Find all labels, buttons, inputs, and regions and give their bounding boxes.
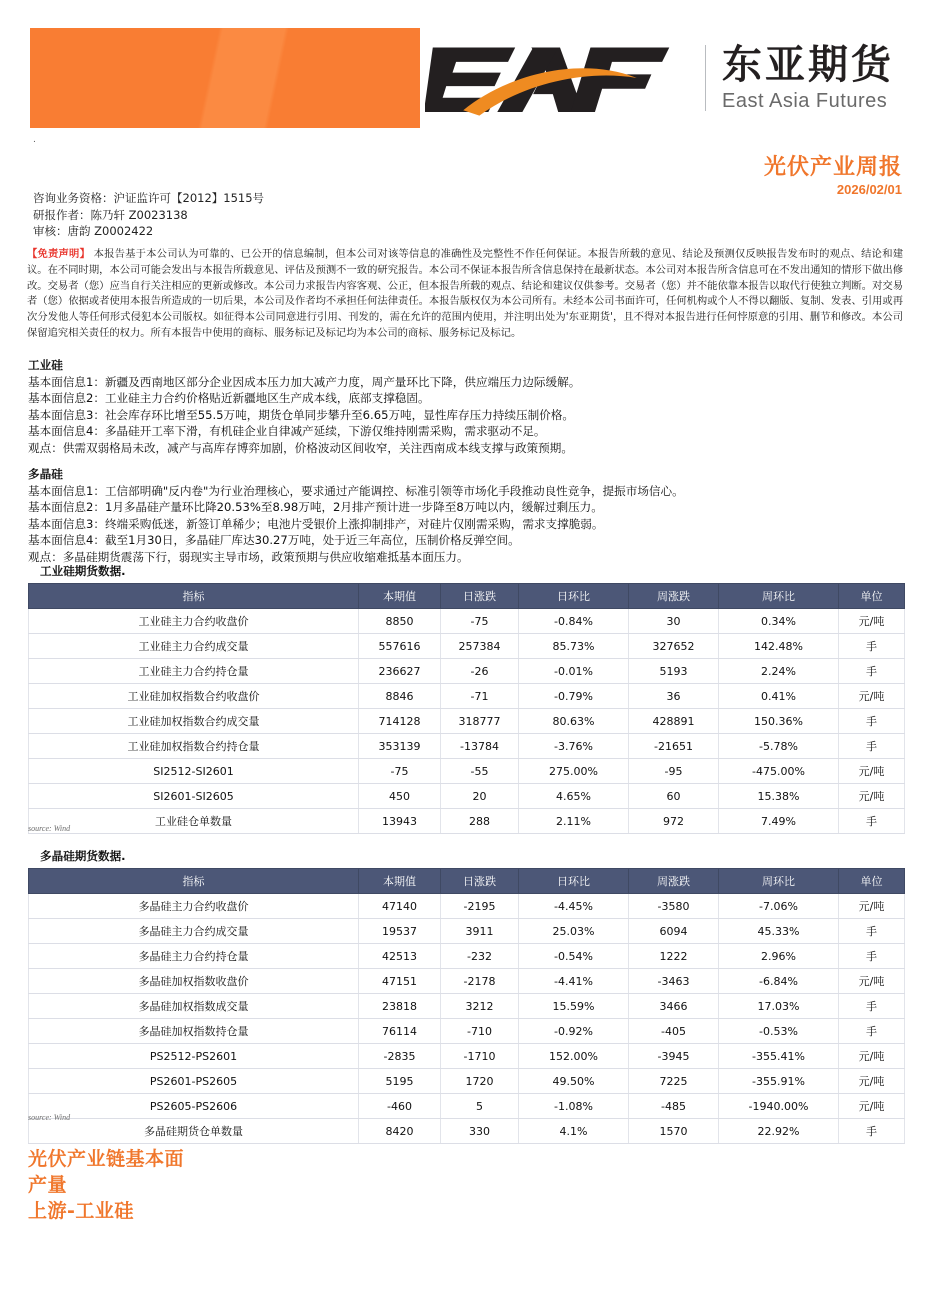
- cell-value: 手: [839, 944, 905, 969]
- table-row: [29, 994, 905, 1019]
- cell-value: 17.03%: [719, 994, 839, 1019]
- cell-value: 手: [839, 709, 905, 734]
- column-header-daily-change: 日涨跌: [441, 584, 519, 609]
- cell-indicator: 工业硅加权指数合约成交量: [29, 709, 359, 734]
- cell-value: -26: [441, 659, 519, 684]
- cell-value: 1570: [629, 1119, 719, 1144]
- meta-author: 研报作者：陈乃轩 Z0023138: [33, 207, 188, 222]
- cell-value: -5.78%: [719, 734, 839, 759]
- heading-pv-chain-fundamentals: 光伏产业链基本面: [28, 1148, 185, 1170]
- disclaimer-tag: 【免责声明】: [27, 248, 91, 260]
- cell-value: 353139: [359, 734, 441, 759]
- company-logo: [425, 28, 894, 128]
- table-row: [29, 684, 905, 709]
- cell-value: 714128: [359, 709, 441, 734]
- cell-value: 2.96%: [719, 944, 839, 969]
- column-header-indicator: 指标: [29, 584, 359, 609]
- section-line: 基本面信息3：社会库存环比增至55.5万吨，期货仓单同步攀升至6.65万吨，显性库存压力持续压制价格。: [28, 407, 574, 422]
- table-row: [29, 1019, 905, 1044]
- cell-value: 8850: [359, 609, 441, 634]
- cell-value: 手: [839, 634, 905, 659]
- cell-value: 47140: [359, 894, 441, 919]
- cell-value: -2835: [359, 1044, 441, 1069]
- table-row: [29, 894, 905, 919]
- section-industrial-silicon: [28, 357, 908, 457]
- cell-value: -7.06%: [719, 894, 839, 919]
- section-viewpoint: 观点：供需双弱格局未改，减产与高库存博弈加剧，价格波动区间收窄，关注西南成本线支撑与政策预期。: [28, 440, 573, 455]
- table-row: [29, 1119, 905, 1144]
- cell-value: -485: [629, 1094, 719, 1119]
- cell-indicator: 多晶硅加权指数持仓量: [29, 1019, 359, 1044]
- meta-qualification: 咨询业务资格：沪证监许可【2012】1515号: [33, 191, 265, 205]
- cell-value: 手: [839, 994, 905, 1019]
- cell-value: 手: [839, 919, 905, 944]
- cell-value: 元/吨: [839, 969, 905, 994]
- cell-value: -0.79%: [519, 684, 629, 709]
- cell-value: -75: [359, 759, 441, 784]
- table-row: [29, 659, 905, 684]
- column-header-weekly-change: 周涨跌: [629, 869, 719, 894]
- table-row: [29, 944, 905, 969]
- cell-value: 1222: [629, 944, 719, 969]
- cell-value: 22.92%: [719, 1119, 839, 1144]
- table-row: [29, 709, 905, 734]
- cell-value: -475.00%: [719, 759, 839, 784]
- cell-indicator: SI2601-SI2605: [29, 784, 359, 809]
- section-viewpoint: 观点：多晶硅期货震荡下行，弱现实主导市场，政策预期与供应收缩难抵基本面压力。: [28, 549, 469, 564]
- cell-value: -4.41%: [519, 969, 629, 994]
- disclaimer-paragraph: [27, 247, 903, 342]
- report-meta: [33, 190, 264, 240]
- cell-indicator: 工业硅加权指数合约持仓量: [29, 734, 359, 759]
- cell-value: 元/吨: [839, 759, 905, 784]
- logo-divider: [705, 45, 706, 111]
- cell-value: -710: [441, 1019, 519, 1044]
- cell-value: -13784: [441, 734, 519, 759]
- cell-value: -3580: [629, 894, 719, 919]
- cell-value: -1710: [441, 1044, 519, 1069]
- cell-value: -3463: [629, 969, 719, 994]
- cell-indicator: PS2512-PS2601: [29, 1044, 359, 1069]
- logo-company-name-en: East Asia Futures: [722, 89, 888, 112]
- cell-value: 1720: [441, 1069, 519, 1094]
- cell-value: 150.36%: [719, 709, 839, 734]
- cell-value: 80.63%: [519, 709, 629, 734]
- cell-value: -71: [441, 684, 519, 709]
- cell-value: 元/吨: [839, 894, 905, 919]
- cell-value: 手: [839, 1019, 905, 1044]
- heading-output: 产量: [28, 1174, 68, 1196]
- logo-company-name-cn: 东亚期货: [722, 41, 894, 88]
- cell-value: 0.41%: [719, 684, 839, 709]
- cell-value: 142.48%: [719, 634, 839, 659]
- section-polysilicon: [28, 466, 908, 566]
- cell-value: -0.84%: [519, 609, 629, 634]
- bottom-section-headings: [28, 1146, 184, 1224]
- cell-value: -355.41%: [719, 1044, 839, 1069]
- cell-value: 元/吨: [839, 784, 905, 809]
- section-line: 基本面信息1：新疆及西南地区部分企业因成本压力加大减产力度，周产量环比下降，供应端压力边际缓解。: [28, 374, 581, 389]
- cell-indicator: SI2512-SI2601: [29, 759, 359, 784]
- cell-value: 972: [629, 809, 719, 834]
- cell-value: 19537: [359, 919, 441, 944]
- cell-value: 327652: [629, 634, 719, 659]
- cell-indicator: 工业硅主力合约收盘价: [29, 609, 359, 634]
- cell-value: 76114: [359, 1019, 441, 1044]
- cell-value: -21651: [629, 734, 719, 759]
- table-row: [29, 759, 905, 784]
- section-heading: 工业硅: [28, 358, 63, 372]
- cell-value: -2195: [441, 894, 519, 919]
- heading-upstream-industrial-silicon: 上游-工业硅: [28, 1200, 134, 1222]
- table-row: [29, 969, 905, 994]
- cell-value: 60: [629, 784, 719, 809]
- table-row: [29, 1044, 905, 1069]
- cell-value: 236627: [359, 659, 441, 684]
- cell-indicator: 多晶硅主力合约收盘价: [29, 894, 359, 919]
- cell-value: 45.33%: [719, 919, 839, 944]
- cell-value: 318777: [441, 709, 519, 734]
- page-header: [0, 0, 930, 145]
- cell-value: 手: [839, 809, 905, 834]
- table-row: [29, 1094, 905, 1119]
- cell-value: -0.92%: [519, 1019, 629, 1044]
- section-line: 基本面信息4：多晶硅开工率下滑，有机硅企业自律减产延续，下游仅维持刚需采购，需求驱动不足。: [28, 424, 546, 439]
- cell-value: -0.53%: [719, 1019, 839, 1044]
- cell-indicator: 工业硅主力合约持仓量: [29, 659, 359, 684]
- column-header-indicator: 指标: [29, 869, 359, 894]
- cell-indicator: PS2605-PS2606: [29, 1094, 359, 1119]
- cell-value: -405: [629, 1019, 719, 1044]
- cell-value: 20: [441, 784, 519, 809]
- table-industrial-silicon-futures: [28, 583, 905, 834]
- cell-value: -460: [359, 1094, 441, 1119]
- table-header-row: [29, 584, 905, 609]
- cell-value: 30: [629, 609, 719, 634]
- cell-value: 0.34%: [719, 609, 839, 634]
- cell-value: 2.11%: [519, 809, 629, 834]
- cell-value: 450: [359, 784, 441, 809]
- column-header-weekly-pct: 周环比: [719, 584, 839, 609]
- cell-value: 元/吨: [839, 1069, 905, 1094]
- cell-value: 42513: [359, 944, 441, 969]
- cell-indicator: 多晶硅主力合约成交量: [29, 919, 359, 944]
- table-header-row: [29, 869, 905, 894]
- cell-value: -1940.00%: [719, 1094, 839, 1119]
- cell-value: -2178: [441, 969, 519, 994]
- table-polysilicon-futures: [28, 868, 905, 1144]
- section-line: 基本面信息2：工业硅主力合约价格贴近新疆地区生产成本线，底部支撑稳固。: [28, 391, 430, 406]
- table-row: [29, 919, 905, 944]
- section-line: 基本面信息4：截至1月30日，多晶硅厂库达30.27万吨，处于近三年高位，压制价格反弹空间。: [28, 533, 520, 548]
- cell-value: 8420: [359, 1119, 441, 1144]
- report-title-block: [764, 156, 902, 197]
- cell-value: 288: [441, 809, 519, 834]
- column-header-unit: 单位: [839, 584, 905, 609]
- cell-value: 3466: [629, 994, 719, 1019]
- table-row: [29, 784, 905, 809]
- cell-value: 2.24%: [719, 659, 839, 684]
- column-header-current-value: 本期值: [359, 869, 441, 894]
- cell-indicator: 多晶硅加权指数收盘价: [29, 969, 359, 994]
- cell-value: 47151: [359, 969, 441, 994]
- cell-value: -6.84%: [719, 969, 839, 994]
- cell-value: 49.50%: [519, 1069, 629, 1094]
- section-line: 基本面信息1：工信部明确"反内卷"为行业治理核心，要求通过产能调控、标准引领等市场化手段推动良性竞争，提振市场信心。: [28, 483, 684, 498]
- cell-value: 7.49%: [719, 809, 839, 834]
- cell-value: -55: [441, 759, 519, 784]
- cell-indicator: 多晶硅主力合约持仓量: [29, 944, 359, 969]
- table-caption-industrial-silicon: 工业硅期货数据.: [40, 564, 126, 578]
- cell-value: 85.73%: [519, 634, 629, 659]
- table-row: [29, 809, 905, 834]
- cell-value: 元/吨: [839, 1044, 905, 1069]
- cell-value: 4.1%: [519, 1119, 629, 1144]
- cell-value: 36: [629, 684, 719, 709]
- cell-value: 手: [839, 659, 905, 684]
- cell-value: 428891: [629, 709, 719, 734]
- cell-value: 15.59%: [519, 994, 629, 1019]
- cell-value: 15.38%: [719, 784, 839, 809]
- cell-value: 5195: [359, 1069, 441, 1094]
- cell-value: 3911: [441, 919, 519, 944]
- cell-value: -3.76%: [519, 734, 629, 759]
- table-row: [29, 609, 905, 634]
- cell-value: 元/吨: [839, 684, 905, 709]
- cell-value: -232: [441, 944, 519, 969]
- section-heading: 多晶硅: [28, 467, 63, 481]
- cell-indicator: 多晶硅加权指数成交量: [29, 994, 359, 1019]
- cell-value: 5193: [629, 659, 719, 684]
- column-header-daily-pct: 日环比: [519, 869, 629, 894]
- table-row: [29, 634, 905, 659]
- eaf-logo-icon: [425, 35, 695, 121]
- table-row: [29, 1069, 905, 1094]
- cell-value: -1.08%: [519, 1094, 629, 1119]
- column-header-weekly-change: 周涨跌: [629, 584, 719, 609]
- cell-value: -4.45%: [519, 894, 629, 919]
- cell-indicator: 工业硅仓单数量: [29, 809, 359, 834]
- section-line: 基本面信息2：1月多晶硅产量环比降20.53%至8.98万吨，2月排产预计进一步降至8万吨以内，缓解过剩压力。: [28, 500, 603, 515]
- table-source-note: source: Wind: [28, 1113, 71, 1122]
- cell-indicator: 多晶硅期货仓单数量: [29, 1119, 359, 1144]
- cell-value: 7225: [629, 1069, 719, 1094]
- cell-value: 3212: [441, 994, 519, 1019]
- cell-value: 手: [839, 1119, 905, 1144]
- cell-value: 5: [441, 1094, 519, 1119]
- stray-mark: .: [33, 135, 36, 145]
- cell-value: -75: [441, 609, 519, 634]
- column-header-weekly-pct: 周环比: [719, 869, 839, 894]
- cell-value: 25.03%: [519, 919, 629, 944]
- cell-value: 13943: [359, 809, 441, 834]
- page-title: 光伏产业周报: [763, 155, 902, 180]
- cell-value: 557616: [359, 634, 441, 659]
- cell-value: -0.01%: [519, 659, 629, 684]
- cell-value: 6094: [629, 919, 719, 944]
- table-source-note: source: Wind: [28, 824, 71, 833]
- cell-value: 275.00%: [519, 759, 629, 784]
- column-header-current-value: 本期值: [359, 584, 441, 609]
- cell-value: 4.65%: [519, 784, 629, 809]
- meta-reviewer: 审核：唐韵 Z0002422: [33, 224, 154, 238]
- cell-value: -3945: [629, 1044, 719, 1069]
- cell-value: 元/吨: [839, 609, 905, 634]
- cell-value: 23818: [359, 994, 441, 1019]
- column-header-daily-pct: 日环比: [519, 584, 629, 609]
- cell-value: 手: [839, 734, 905, 759]
- column-header-unit: 单位: [839, 869, 905, 894]
- cell-indicator: 工业硅加权指数合约收盘价: [29, 684, 359, 709]
- report-date: 2026/02/01: [836, 182, 902, 198]
- column-header-daily-change: 日涨跌: [441, 869, 519, 894]
- table-caption-polysilicon: 多晶硅期货数据.: [40, 849, 126, 863]
- cell-value: 257384: [441, 634, 519, 659]
- cell-value: -0.54%: [519, 944, 629, 969]
- cell-value: 152.00%: [519, 1044, 629, 1069]
- cell-value: -95: [629, 759, 719, 784]
- orange-banner-block: [30, 28, 420, 128]
- table-row: [29, 734, 905, 759]
- disclaimer-body: 本报告基于本公司认为可靠的、已公开的信息编制，但本公司对该等信息的准确性及完整性不作任何保证。本报告所载的意见、结论及预测仅反映报告发布时的观点、结论和建议。在不同时期，本公司可能会发出与本报告所载意见、评估及预测不一致的研究报告。本公司不保证本报告所含信息保持在最新状态。本公司对本报告所含信息可在不发出通知的情形下做出修改。交易者（您）应当自行关注相应的更新或修改。本公司力求报告内容客观、公正，但本报告所载的观点、结论和建议仅供参考。交易者（您）并不能依靠本报告以取代行使独立判断。对交易者（您）依据或者使用本报告所造成的一切后果，本公司及作者均不承担任何法律责任。本报告版权仅为本公司所有。未经本公司书面许可，任何机构或个人不得以翻版、复制、发表、引用或再次分发他人等任何形式侵犯本公司版权。如征得本公司同意进行引用、刊发的，需在允许的范围内使用，并注明出处为'东亚期货'，且不得对本报告进行任何悖原意的引用、删节和修改。本公司保留追究相关责任的权力。所有本报告中使用的商标、服务标记及标记均为本公司的商标、服务标记及标记。: [27, 248, 904, 339]
- cell-value: 8846: [359, 684, 441, 709]
- cell-indicator: PS2601-PS2605: [29, 1069, 359, 1094]
- cell-value: 330: [441, 1119, 519, 1144]
- cell-value: -355.91%: [719, 1069, 839, 1094]
- section-line: 基本面信息3：终端采购低迷，新签订单稀少；电池片受银价上涨抑制排产，对硅片仅刚需采购，需求支撑脆弱。: [28, 516, 604, 531]
- cell-indicator: 工业硅主力合约成交量: [29, 634, 359, 659]
- cell-value: 元/吨: [839, 1094, 905, 1119]
